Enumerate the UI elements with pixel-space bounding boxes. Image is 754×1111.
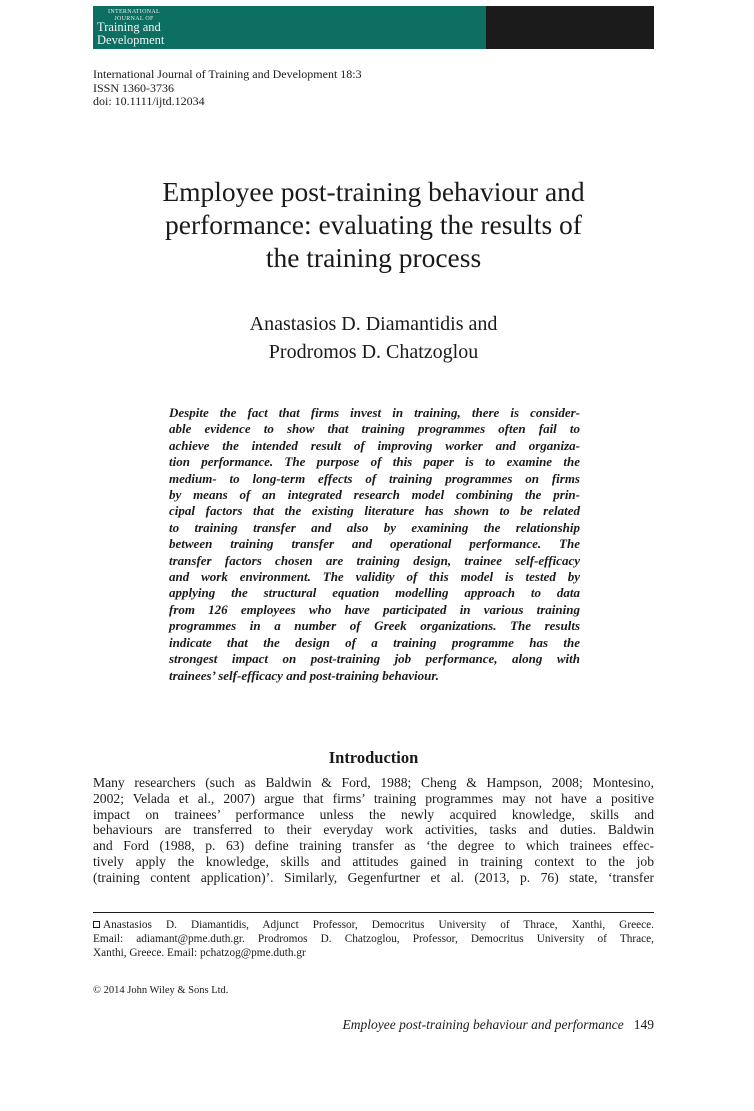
abstract-line: strongest impact on post-training job performance, along with <box>169 651 580 667</box>
running-title: Employee post-training behaviour and performance <box>342 1017 624 1032</box>
body-line: (training content application)’. Similarly, Gegenfurtner et al. (2013, p. 76) state, ‘transfer <box>93 869 654 885</box>
authors-line-2: Prodromos D. Chatzoglou <box>268 341 479 363</box>
abstract-line: tion performance. The purpose of this paper is to examine the <box>169 454 580 470</box>
abstract-line: to training transfer and also by examining the relationship <box>169 519 580 535</box>
doi: doi: 10.1111/ijtd.12034 <box>93 94 205 108</box>
footnote-divider <box>93 912 654 913</box>
abstract-line: indicate that the design of a training programme has the <box>169 634 580 650</box>
journal-logo <box>93 6 486 49</box>
abstract-line: and work environment. The validity of this model is tested by <box>169 569 580 585</box>
running-footer <box>343 1017 654 1033</box>
copyright: © 2014 John Wiley & Sons Ltd. <box>93 985 229 996</box>
page-number: 149 <box>633 1017 654 1032</box>
footnote-line-text: Anastasios D. Diamantidis, Adjunct Professor, Democritus University of Thrace, Xanthi, Greece. <box>103 919 654 931</box>
body-line: impact on trainees’ performance unless the newly acquired knowledge, skills and <box>93 806 654 822</box>
footnote-line <box>93 918 654 932</box>
footnote-line: Xanthi, Greece. Email: pchatzog@pme.duth.gr <box>93 947 306 960</box>
abstract-line: by means of an integrated research model combining the prin- <box>169 487 580 503</box>
journal-logo-small-line2: JOURNAL OF <box>114 15 154 22</box>
journal-banner <box>93 6 654 49</box>
abstract-line: cipal factors that the existing literature has shown to be related <box>169 503 580 519</box>
body-line: Many researchers (such as Baldwin & Ford, 1988; Cheng & Hampson, 2008; Montesino, <box>93 775 654 790</box>
body-line: tively apply the knowledge, skills and attitudes gained in training context to the job <box>93 853 654 869</box>
author-footnote <box>93 918 654 961</box>
issn: ISSN 1360-3736 <box>93 80 175 95</box>
abstract-line: between training transfer and operational performance. The <box>169 536 580 552</box>
abstract-line: trainees’ self-efficacy and post-training behaviour. <box>169 667 439 683</box>
article-meta <box>93 68 362 109</box>
footnote-box-icon <box>93 921 100 928</box>
journal-logo-small-line1: INTERNATIONAL <box>108 9 160 15</box>
section-heading: Introduction <box>328 748 419 767</box>
abstract-line: able evidence to show that training programmes often fail to <box>169 421 580 437</box>
authors-line-1: Anastasios D. Diamantidis and <box>249 313 498 335</box>
abstract-line: achieve the intended result of improving worker and organiza- <box>169 437 580 453</box>
footnote-line: Email: adiamant@pme.duth.gr. Prodromos D. Chatzoglou, Professor, Democritus University of Thrace, <box>93 933 654 946</box>
body-line: and Ford (1988, p. 63) define training transfer as ‘the degree to which trainees effec- <box>93 838 654 854</box>
abstract <box>169 405 580 684</box>
abstract-line: applying the structural equation modelling approach to data <box>169 585 580 601</box>
abstract-line: Despite the fact that firms invest in training, there is consider- <box>169 405 580 420</box>
journal-logo-line2: Development <box>97 32 165 47</box>
title-line-2: performance: evaluating the results of <box>165 209 582 240</box>
journal-logo-name <box>97 21 164 46</box>
abstract-line: programmes in a number of Greek organizations. The results <box>169 618 580 634</box>
body-text <box>93 775 654 886</box>
article-title <box>93 175 654 274</box>
body-line: 2002; Velada et al., 2007) argue that firms’ training programmes may not have a positive <box>93 790 654 806</box>
title-line-1: Employee post-training behaviour and <box>162 176 585 207</box>
abstract-line: medium- to long-term effects of training programmes on firms <box>169 470 580 486</box>
authors <box>93 310 654 366</box>
title-line-3: the training process <box>265 242 482 273</box>
body-line: behaviours are transferred to their everyday work activities, tasks and duties. Baldwin <box>93 822 654 838</box>
abstract-line: from 126 employees who have participated in various training <box>169 601 580 617</box>
journal-logo-line1: Training and <box>97 20 161 34</box>
abstract-line: transfer factors chosen are training design, trainee self-efficacy <box>169 552 580 568</box>
journal-citation: International Journal of Training and Development 18:3 <box>93 67 362 81</box>
